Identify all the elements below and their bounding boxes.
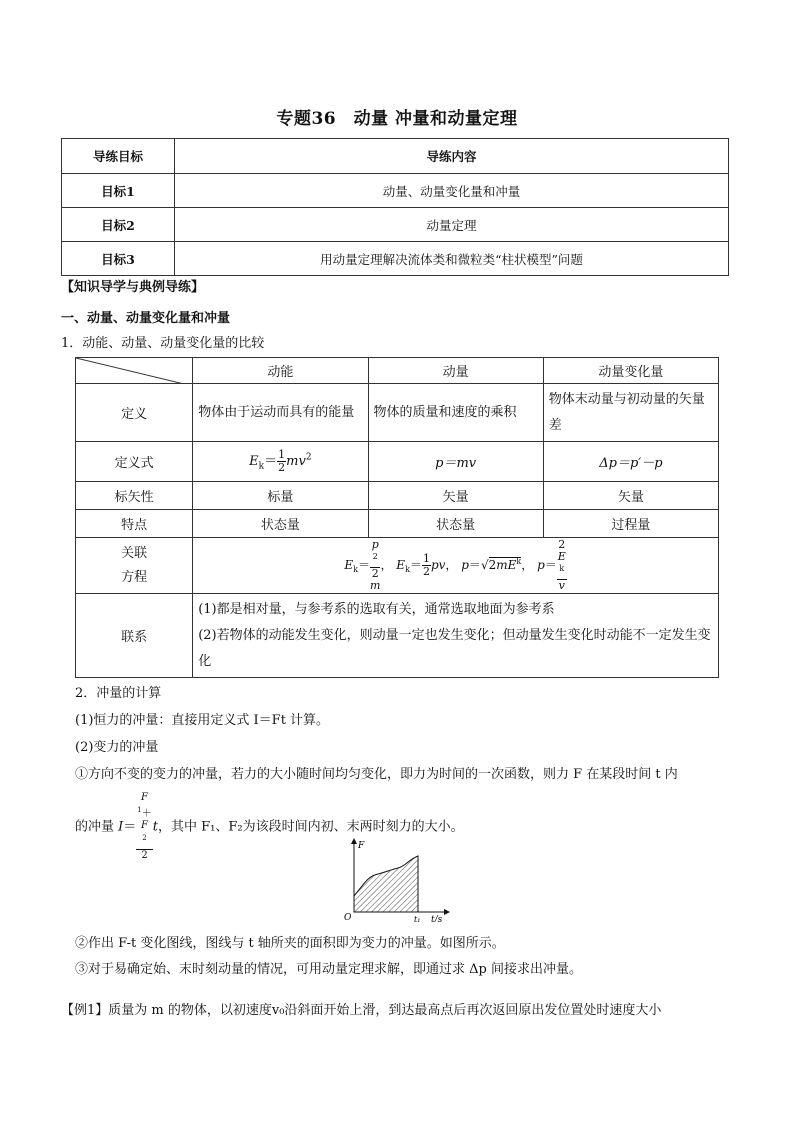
paragraph: (2)变力的冲量 [75,740,159,755]
row-label: 标矢性 [76,482,193,510]
diagonal-line [76,358,184,384]
table-cell: 物体由于运动而具有的能量 [193,384,368,442]
link-line: (2)若物体的动能发生变化，则动量一定也发生变化；但动量发生变化时动能不一定发生变化 [198,627,711,669]
item-heading: 2．冲量的计算 [75,686,162,701]
goal-table [61,138,729,276]
table-cell: 状态量 [368,510,543,538]
goal-cell: 目标2 [62,208,175,242]
table-cell: 过程量 [543,510,718,538]
row-label-line: 关联 [121,545,148,561]
link-line: (1)都是相对量，与参考系的选取有关，通常选取地面为参考系 [198,601,555,617]
table-cell: p＝mv [368,442,543,482]
origin-label: O [344,913,352,922]
table-row [62,174,729,208]
paragraph: ①方向不变的变力的冲量，若力的大小随时间均匀变化，即力为时间的一次函数，则力 F 在某段时间 t 内 [75,767,678,782]
table-row [76,442,719,482]
goal-table-header [62,139,729,174]
f-axis-arrow [351,838,357,844]
row-label: 联系 [76,594,193,678]
paragraph: ②作出 F-t 变化图线，图线与 t 轴所夹的面积即为变力的冲量。如图所示。 [75,936,505,951]
table-row [62,208,729,242]
comparison-table [75,357,719,678]
row-label: 定义 [76,384,193,442]
table-cell: Δp＝p′－p [543,442,718,482]
page-title: 专题36 动量 冲量和动量定理 [276,109,518,129]
goal-header-cell: 导练目标 [62,139,175,174]
f-axis-label: F [358,841,365,851]
section-heading: 【知识导学与典例导练】 [61,280,205,295]
row-label-line: 方程 [121,569,148,585]
relation-formulas: $E_k=$ p $^2$ 2 m ， $E_k=$ $\frac{1}{2}$ pv， $p=√2mE^k$， p＝ 2 E $^k$ v [193,538,719,594]
row-label: 特点 [76,510,193,538]
paragraph-tail: ，其中 F₁、F₂为该段时间内初、末两时刻力的大小。 [158,819,464,835]
t-axis-label: t/s [431,915,443,922]
t-axis-arrow [444,909,450,915]
paragraph: ③对于易确定始、末时刻动量的情况，可用动量定理求解，即通过求 Δp 间接求出冲量。 [75,962,582,977]
table-row [76,384,719,442]
row-label [76,538,193,594]
table-row [62,242,729,276]
table-cell: 矢量 [543,482,718,510]
table-row [76,358,719,384]
row-label: 定义式 [76,442,193,482]
col-header: 动量 [368,358,543,384]
table-row [76,594,719,678]
goal-cell: 目标1 [62,174,175,208]
table-row [76,482,719,510]
content-cell: 用动量定理解决流体类和微粒类“柱状模型”问题 [175,242,729,276]
subsection-heading: 一、动量、动量变化量和冲量 [61,311,231,326]
impulse-area [354,856,418,912]
link-cell [193,594,719,678]
table-cell: 物体末动量与初动量的矢量差 [543,384,718,442]
table-cell: 状态量 [193,510,368,538]
paragraph-formula-line: 的冲量 I＝ F $^1$＋ F $^2$ 2 t，其中 F₁、F₂为该段时间内初、末两时刻力的大小。 [75,792,464,861]
table-cell: 矢量 [368,482,543,510]
paragraph: (1)恒力的冲量：直接用定义式 I＝Ft 计算。 [75,713,330,728]
diagonal-header-cell [76,358,193,384]
goal-cell: 目标3 [62,242,175,276]
table-row [76,538,719,594]
col-header: 动量变化量 [543,358,718,384]
kinetic-energy-formula: $E_k=$ $\frac{1}{2}$ $mv^2$ [193,442,368,482]
table-cell: 物体的质量和速度的乘积 [368,384,543,442]
content-cell: 动量定理 [175,208,729,242]
content-cell: 动量、动量变化量和冲量 [175,174,729,208]
item-heading: 1．动能、动量、动量变化量的比较 [61,336,265,351]
force-time-figure [334,836,450,922]
t1-label: t₁ [414,915,421,922]
table-cell: 标量 [193,482,368,510]
content-header-cell: 导练内容 [175,139,729,174]
example-paragraph: 【例1】质量为 m 的物体，以初速度v₀沿斜面开始上滑，到达最高点后再次返回原出发位置处时速度大小 [61,1003,662,1018]
table-row [76,510,719,538]
col-header: 动能 [193,358,368,384]
